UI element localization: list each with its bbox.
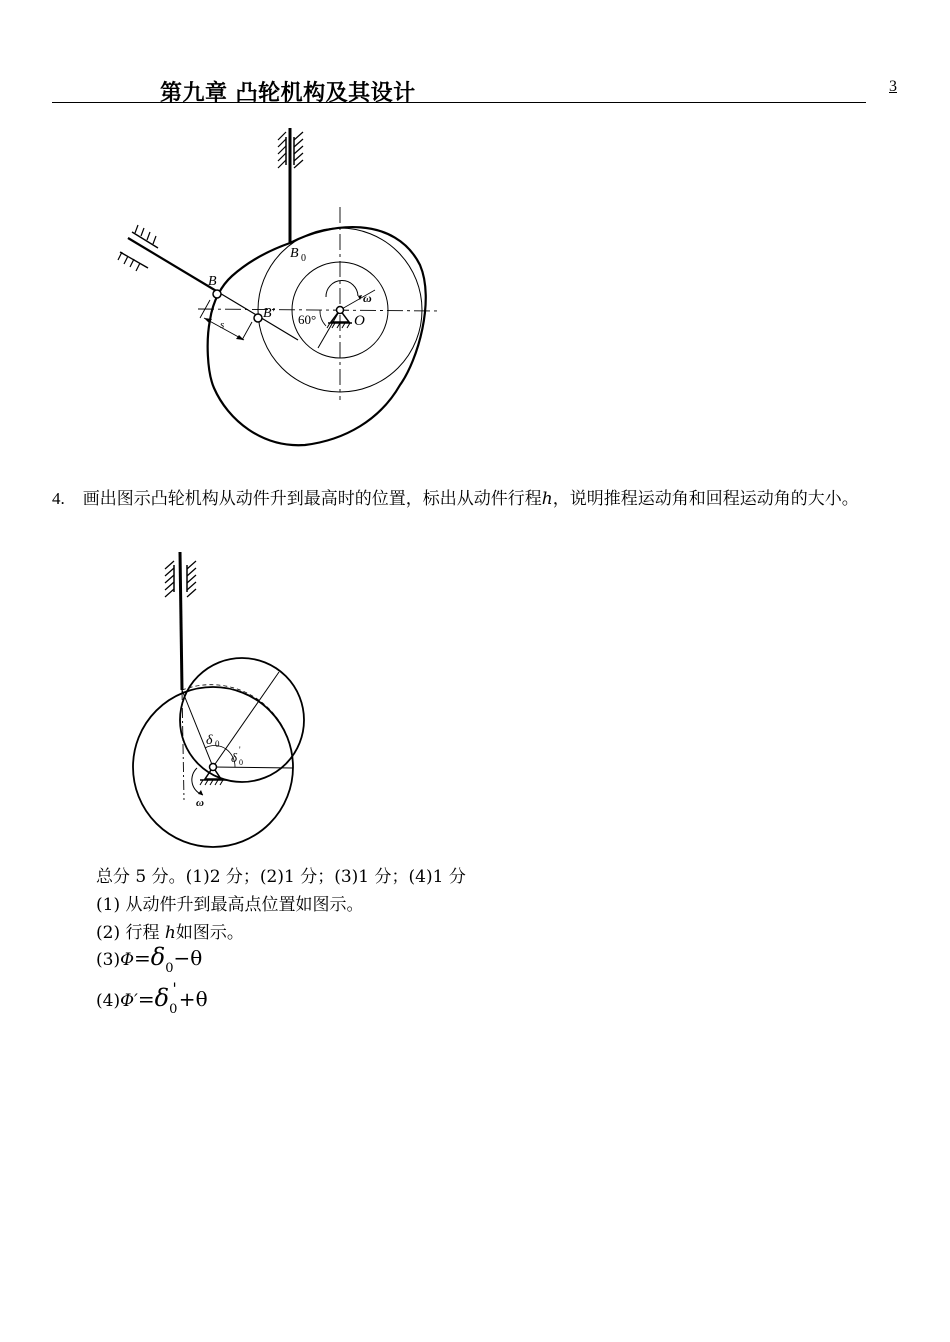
- answer-line-2-prefix: (2) 行程: [96, 923, 160, 943]
- answer-line-3: [96, 943, 203, 976]
- answer-line-3-delta: δ: [150, 943, 166, 971]
- follower-guide-right: [294, 132, 303, 168]
- answer-line-4-delta: δ: [154, 984, 170, 1012]
- answer-line-4-prefix: (4): [96, 991, 121, 1011]
- answer-line-2-h: h: [164, 923, 176, 943]
- trace-arc: [182, 685, 293, 768]
- answer-line-4: [96, 979, 208, 1017]
- question-number: 4.: [52, 489, 65, 508]
- cam-profile: [208, 227, 426, 445]
- ray-upper: [213, 672, 279, 767]
- angle-ray: [318, 310, 340, 348]
- answer-line-3-op: −: [173, 946, 191, 970]
- page-number: 3: [889, 78, 897, 95]
- label-delta0-sub: 0: [215, 739, 220, 749]
- answer-line-3-phi: Φ: [120, 950, 135, 970]
- label-s: s: [220, 319, 225, 331]
- inclined-guide-hatch: [118, 225, 158, 271]
- label-angle: 60°: [298, 312, 317, 327]
- answer-line-3-prefix: (3): [96, 950, 121, 970]
- label-o: O: [354, 313, 365, 329]
- omega-arc: [326, 281, 358, 297]
- answer-line-4-sub: 0: [169, 1002, 178, 1017]
- label-b-prime: B′: [263, 306, 275, 321]
- follower-guide-left: [278, 132, 286, 168]
- answer-line-3-eq: =: [134, 946, 151, 970]
- answer-line-4-op: +: [178, 987, 196, 1011]
- answer-line-2: [96, 918, 244, 943]
- answer-line-4-tick: ': [172, 979, 177, 998]
- point-b: [213, 290, 221, 298]
- label-b0: B: [290, 246, 299, 261]
- answer-score-line: 总分 5 分。(1)2 分；(2)1 分；(3)1 分；(4)1 分: [96, 867, 466, 887]
- question-text-1: 画出图示凸轮机构从动件升到最高时的位置，标出从动件行程: [82, 489, 542, 509]
- label-omega-2: ω: [196, 797, 204, 809]
- label-delta0-prime-sup: ': [239, 745, 241, 755]
- cam-diagram-1: [0, 0, 950, 470]
- label-omega: ω: [363, 291, 372, 305]
- question-text-2: ，说明推程运动角和回程运动角的大小。: [552, 489, 859, 509]
- label-delta0: δ: [206, 733, 213, 748]
- cam-diagram-2: [0, 540, 950, 860]
- point-b-prime: [254, 314, 262, 322]
- ray-to-follower: [182, 690, 213, 767]
- answer-line-3-theta: θ: [190, 946, 203, 970]
- answer-line-4-eq: =: [137, 987, 155, 1011]
- pivot-o: [327, 307, 352, 329]
- label-delta0-prime-sub: 0: [239, 758, 243, 767]
- question-h: h: [541, 489, 553, 509]
- label-delta0-prime: δ: [231, 750, 238, 765]
- answer-line-4-theta: θ: [195, 987, 208, 1011]
- answer-line-1: (1) 从动件升到最高点位置如图示。: [96, 895, 364, 915]
- answer-line-2-suffix: 如图示。: [175, 923, 244, 943]
- label-b0-sub: 0: [301, 253, 306, 264]
- label-b: B: [208, 274, 217, 289]
- horizontal-centerline: [198, 309, 440, 311]
- answer-line-4-phi: Φ′: [120, 991, 138, 1011]
- follower-rod-2: [180, 552, 182, 690]
- answer-line-3-sub: 0: [165, 961, 174, 976]
- chapter-title: 第九章 凸轮机构及其设计: [160, 81, 416, 106]
- question-4: [52, 484, 904, 514]
